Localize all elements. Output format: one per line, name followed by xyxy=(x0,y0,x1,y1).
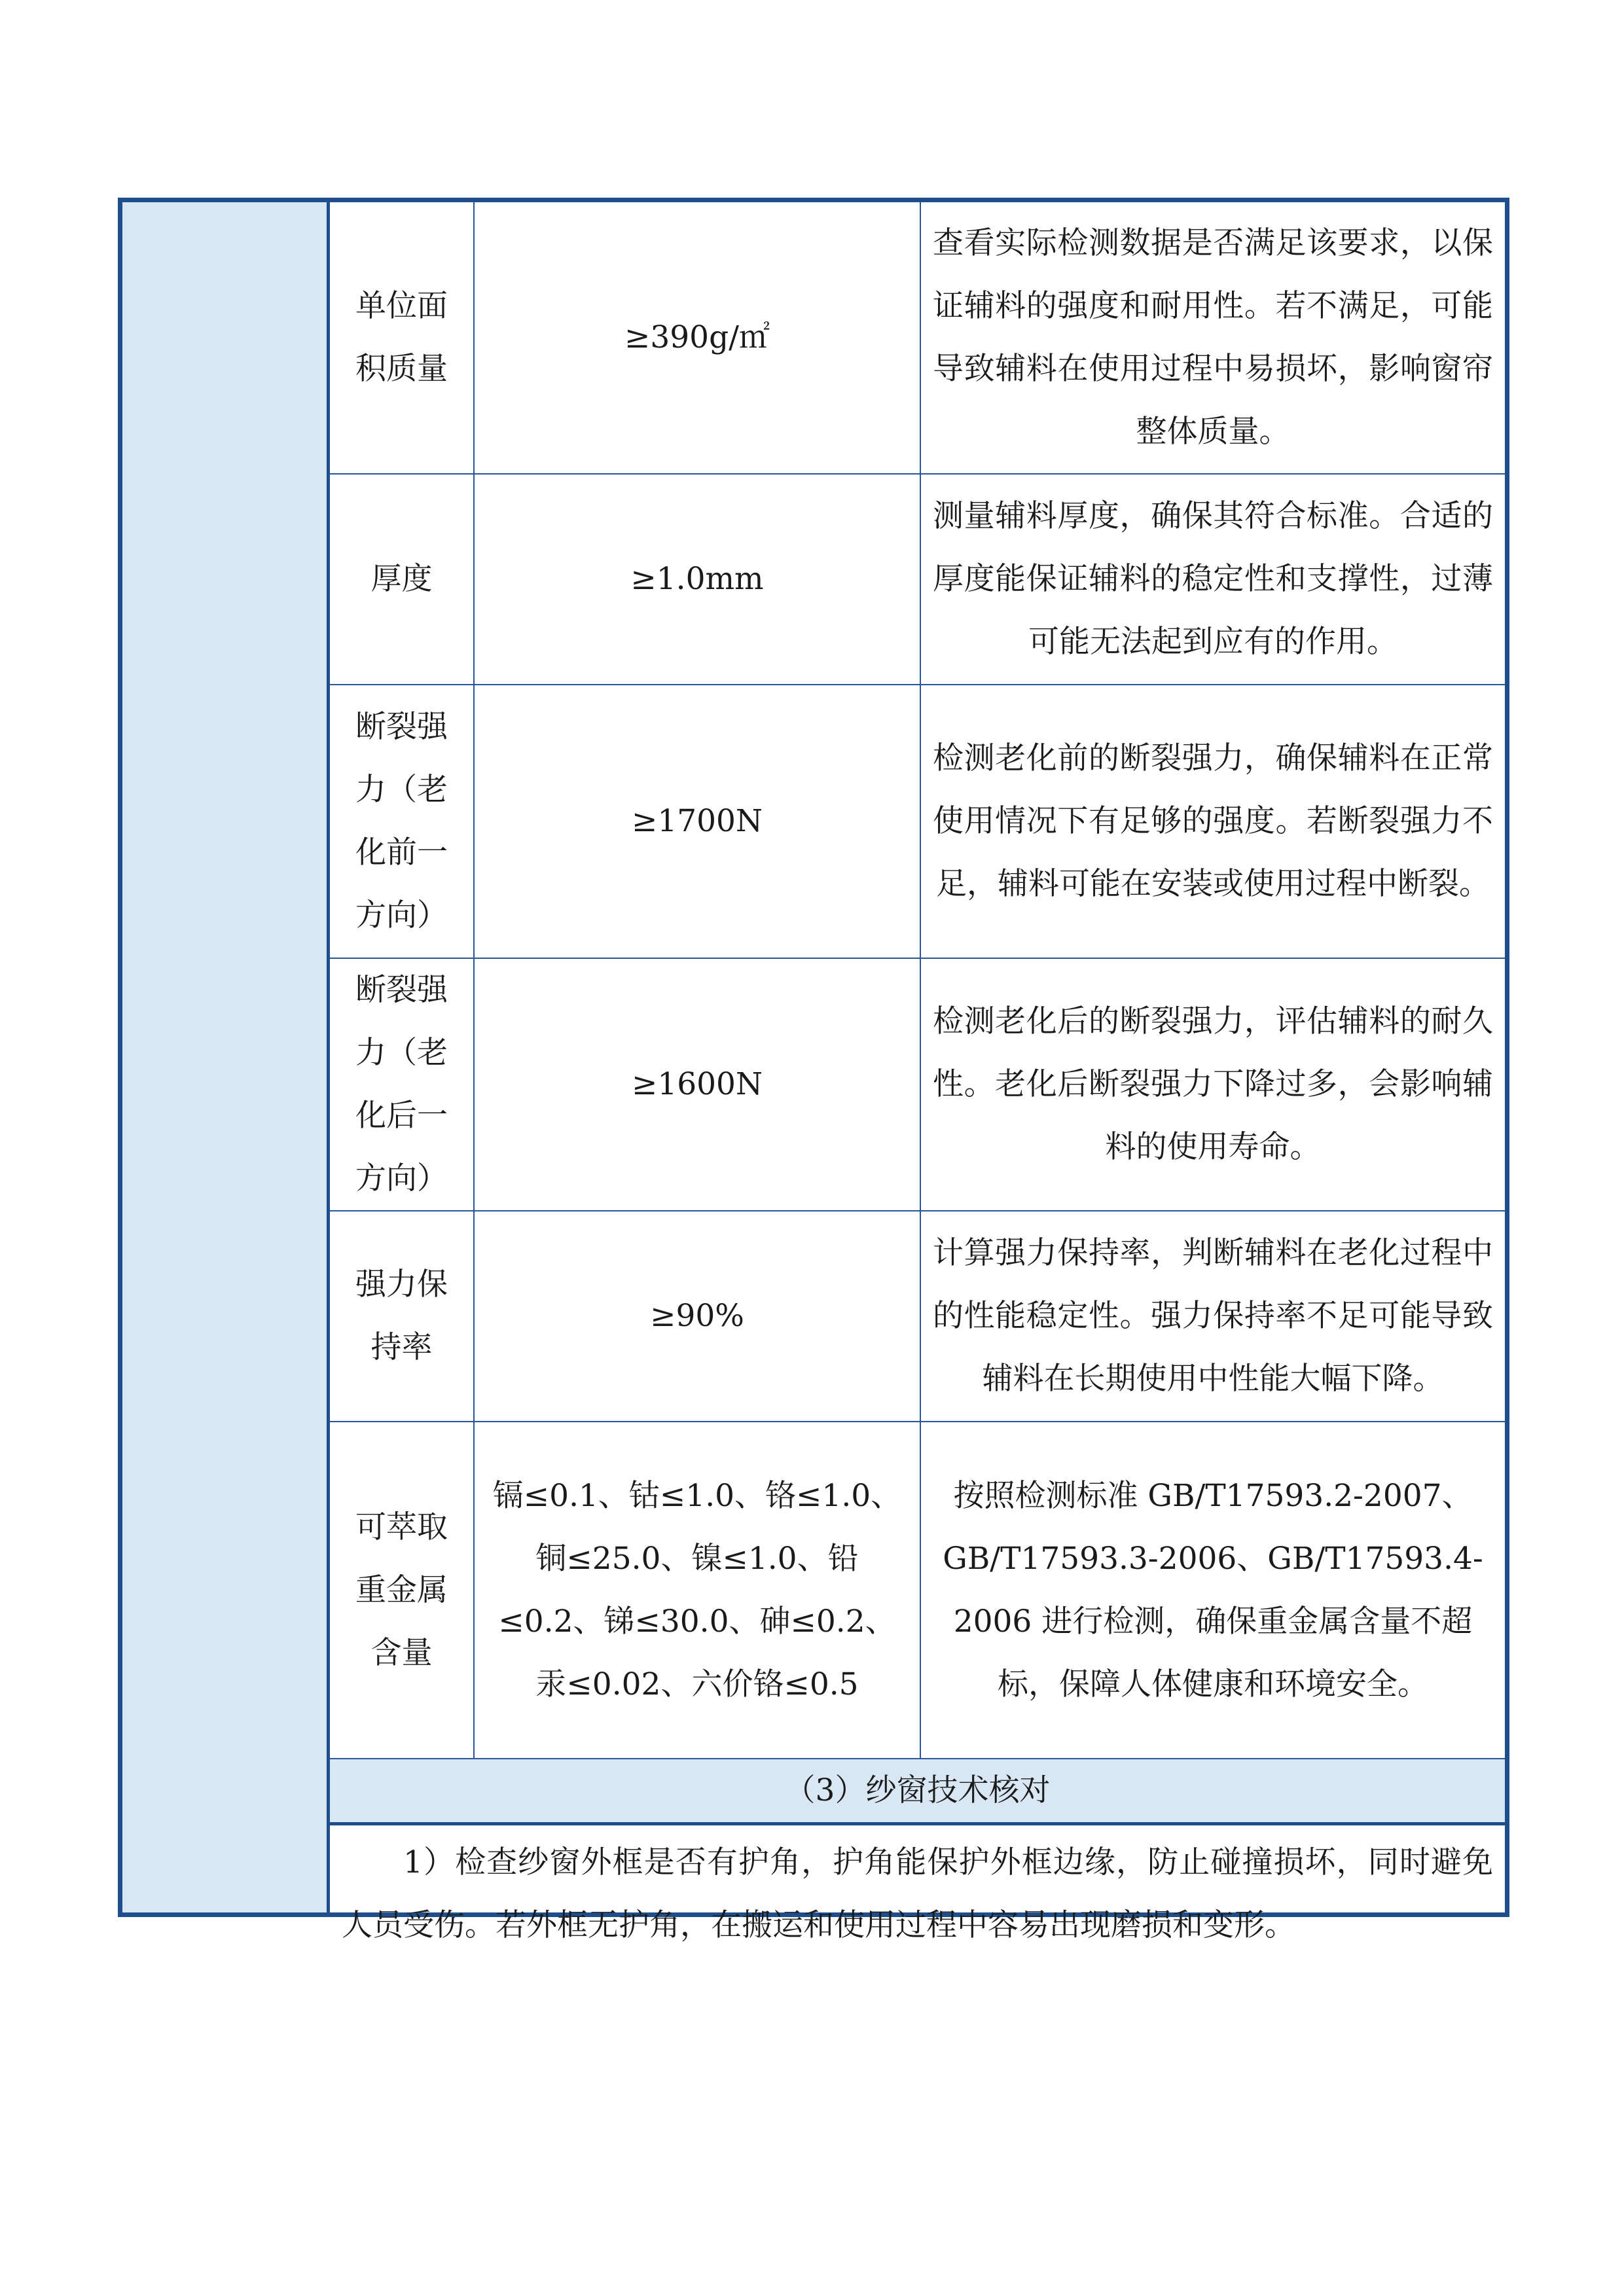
row-description: 测量辅料厚度，确保其符合标准。合适的厚度能保证辅料的稳定性和支撑性，过薄可能无法起到应有的作用。 xyxy=(920,474,1505,685)
spec-table-frame xyxy=(118,198,1509,1943)
row-value: ≥90% xyxy=(474,1211,920,1422)
spec-grid xyxy=(330,202,1505,1943)
row-description: 检测老化后的断裂强力，评估辅料的耐久性。老化后断裂强力下降过多，会影响辅料的使用寿命。 xyxy=(920,958,1505,1211)
table-row xyxy=(330,474,1505,685)
table-row xyxy=(330,1211,1505,1422)
table-row xyxy=(330,202,1505,474)
paragraph-text: 1）检查纱窗外框是否有护角，护角能保护外框边缘，防止碰撞损坏，同时避免人员受伤。若外框无护角，在搬运和使用过程中容易出现磨损和变形。 xyxy=(342,1844,1493,1943)
row-name: 可萃取重金属含量 xyxy=(330,1422,474,1759)
row-value: ≥1600N xyxy=(474,958,920,1211)
row-value: ≥1.0mm xyxy=(474,474,920,685)
row-name: 单位面积质量 xyxy=(330,202,474,474)
left-category-column xyxy=(122,202,330,1912)
row-description: 按照检测标准 GB/T17593.2-2007、GB/T17593.3-2006、GB/T17593.4-2006 进行检测，确保重金属含量不超标，保障人体健康和环境安全。 xyxy=(920,1422,1505,1759)
row-name: 强力保持率 xyxy=(330,1211,474,1422)
row-name: 厚度 xyxy=(330,474,474,685)
paragraph-row xyxy=(330,1824,1505,1963)
section-title: （3）纱窗技术核对 xyxy=(330,1759,1505,1824)
row-name: 断裂强力（老化前一方向） xyxy=(330,685,474,958)
section-header-row xyxy=(330,1759,1505,1824)
spec-table xyxy=(330,202,1505,1963)
row-value: 镉≤0.1、钴≤1.0、铬≤1.0、铜≤25.0、镍≤1.0、铅≤0.2、锑≤30.0、砷≤0.2、汞≤0.02、六价铬≤0.5 xyxy=(474,1422,920,1759)
row-description: 计算强力保持率，判断辅料在老化过程中的性能稳定性。强力保持率不足可能导致辅料在长期使用中性能大幅下降。 xyxy=(920,1211,1505,1422)
table-row xyxy=(330,685,1505,958)
row-name: 断裂强力（老化后一方向） xyxy=(330,958,474,1211)
table-row xyxy=(330,1422,1505,1759)
row-description: 检测老化前的断裂强力，确保辅料在正常使用情况下有足够的强度。若断裂强力不足，辅料可能在安装或使用过程中断裂。 xyxy=(920,685,1505,958)
table-row xyxy=(330,958,1505,1211)
section-paragraph xyxy=(330,1824,1505,1963)
row-value: ≥390g/㎡ xyxy=(474,202,920,474)
row-value: ≥1700N xyxy=(474,685,920,958)
row-description: 查看实际检测数据是否满足该要求，以保证辅料的强度和耐用性。若不满足，可能导致辅料在使用过程中易损坏，影响窗帘整体质量。 xyxy=(920,202,1505,474)
